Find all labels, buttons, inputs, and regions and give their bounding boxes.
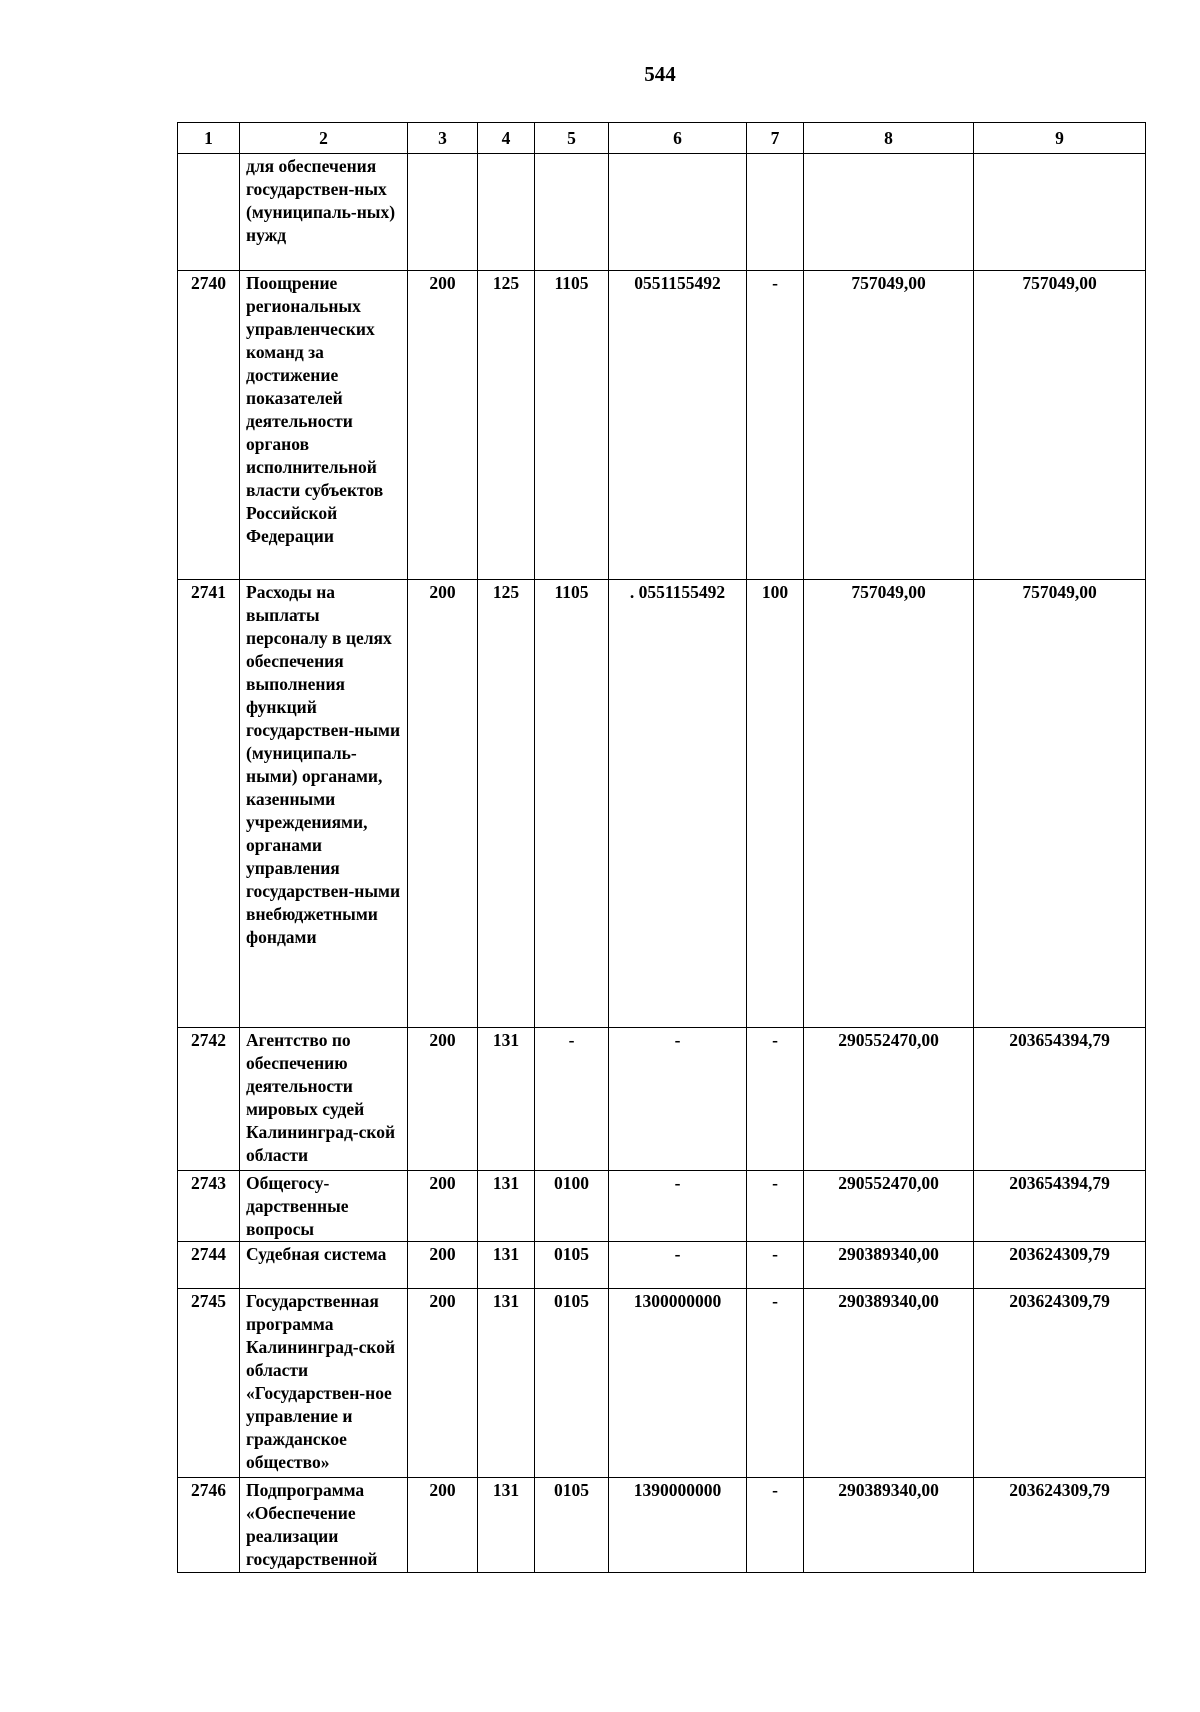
page-number: 544 [644,62,676,86]
cell-col8: 757049,00 [804,580,974,1028]
cell-col5: 0105 [535,1478,609,1573]
cell-col4: 131 [478,1478,535,1573]
column-header: 8 [804,123,974,154]
cell-col3: 200 [408,580,478,1028]
cell-col9: 203654394,79 [974,1171,1146,1242]
row-number: 2746 [178,1478,240,1573]
table-row [178,580,1146,1028]
column-header: 2 [240,123,408,154]
cell-col6: - [609,1028,747,1171]
cell-col3: 200 [408,1242,478,1289]
table-row [178,1289,1146,1478]
table-row [178,271,1146,580]
cell-col9: 203624309,79 [974,1242,1146,1289]
cell-col3: 200 [408,1171,478,1242]
cell-col4: 125 [478,271,535,580]
cell-col3: 200 [408,1478,478,1573]
cell-col7: - [747,1478,804,1573]
row-number: 2742 [178,1028,240,1171]
cell-col8: 290389340,00 [804,1242,974,1289]
cell-col9: 203624309,79 [974,1289,1146,1478]
column-header: 6 [609,123,747,154]
cell-col5: 0105 [535,1289,609,1478]
row-name: Судебная система [240,1242,408,1289]
row-name: для обеспечения государствен-ных (муниципаль-ных) нужд [240,154,408,271]
cell-col5: 1105 [535,580,609,1028]
cell-col9: 757049,00 [974,271,1146,580]
cell-col9: 203654394,79 [974,1028,1146,1171]
header-row [178,123,1146,154]
cell-col7: - [747,1289,804,1478]
column-header: 3 [408,123,478,154]
cell-col6: . 0551155492 [609,580,747,1028]
row-name: Подпрограмма «Обеспечение реализации государственной [240,1478,408,1573]
cell-col7: - [747,1171,804,1242]
cell-col7: - [747,271,804,580]
cell-col9: 203624309,79 [974,1478,1146,1573]
cell-col3: 200 [408,271,478,580]
row-number: 2741 [178,580,240,1028]
cell-col7 [747,154,804,271]
row-number [178,154,240,271]
cell-col8: 290389340,00 [804,1478,974,1573]
row-name: Агентство по обеспечению деятельности мировых судей Калининград-ской области [240,1028,408,1171]
table-row [178,1028,1146,1171]
row-name: Расходы на выплаты персоналу в целях обеспечения выполнения функций государствен-ными (муниципаль-ными) органами, казенными учреждениями, органами управления государствен-ными внебюджетными фондами [240,580,408,1028]
cell-col7: - [747,1028,804,1171]
cell-col8: 290552470,00 [804,1171,974,1242]
column-header: 7 [747,123,804,154]
cell-col8: 757049,00 [804,271,974,580]
cell-col4 [478,154,535,271]
cell-col3 [408,154,478,271]
cell-col4: 131 [478,1242,535,1289]
row-name: Государственная программа Калининград-ской области «Государствен-ное управление и гражданское общество» [240,1289,408,1478]
cell-col6: 0551155492 [609,271,747,580]
budget-table [177,122,1146,1573]
cell-col9 [974,154,1146,271]
cell-col8 [804,154,974,271]
cell-col5: 1105 [535,271,609,580]
cell-col8: 290552470,00 [804,1028,974,1171]
cell-col5 [535,154,609,271]
cell-col4: 131 [478,1289,535,1478]
row-number: 2740 [178,271,240,580]
column-header: 1 [178,123,240,154]
cell-col3: 200 [408,1028,478,1171]
table-row [178,1478,1146,1573]
row-number: 2743 [178,1171,240,1242]
row-number: 2744 [178,1242,240,1289]
table-row [178,154,1146,271]
cell-col5: 0100 [535,1171,609,1242]
cell-col6: - [609,1242,747,1289]
cell-col3: 200 [408,1289,478,1478]
row-name: Общегосу-дарственные вопросы [240,1171,408,1242]
column-header: 9 [974,123,1146,154]
cell-col4: 131 [478,1028,535,1171]
column-header: 5 [535,123,609,154]
cell-col7: - [747,1242,804,1289]
cell-col7: 100 [747,580,804,1028]
cell-col8: 290389340,00 [804,1289,974,1478]
row-name: Поощрение региональных управленческих команд за достижение показателей деятельности органов исполнительной власти субъектов Российской Федерации [240,271,408,580]
cell-col5: 0105 [535,1242,609,1289]
row-number: 2745 [178,1289,240,1478]
table-row [178,1242,1146,1289]
column-header: 4 [478,123,535,154]
cell-col9: 757049,00 [974,580,1146,1028]
cell-col6: 1390000000 [609,1478,747,1573]
table-row [178,1171,1146,1242]
cell-col5: - [535,1028,609,1171]
cell-col6: - [609,1171,747,1242]
cell-col6 [609,154,747,271]
cell-col6: 1300000000 [609,1289,747,1478]
cell-col4: 131 [478,1171,535,1242]
cell-col4: 125 [478,580,535,1028]
